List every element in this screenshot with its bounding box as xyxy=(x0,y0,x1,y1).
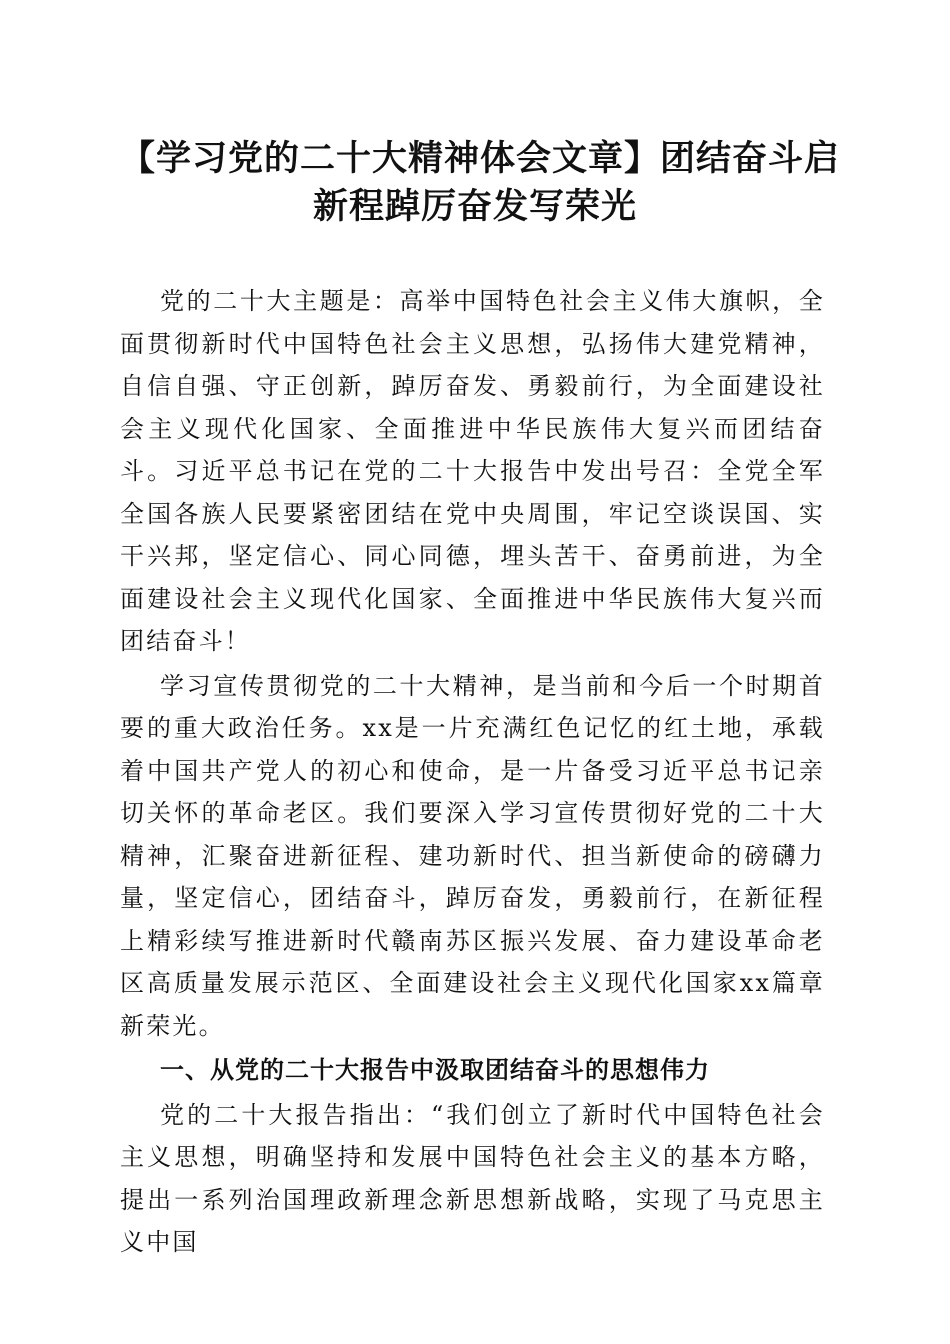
section-heading-1: 一、从党的二十大报告中汲取团结奋斗的思想伟力 xyxy=(160,1056,710,1084)
document-title xyxy=(120,135,841,231)
document-body xyxy=(120,280,825,1266)
paragraph-1: 党的二十大主题是：高举中国特色社会主义伟大旗帜，全面贯彻新时代中国特色社会主义思想，弘扬伟大建党精神，自信自强、守正创新，踔厉奋发、勇毅前行，为全面建设社会主义现代化国家、全面推进中华民族伟大复兴而团结奋斗。习近平总书记在党的二十大报告中发出号召：全党全军全国各族人民要紧密团结在党中央周围，牢记空谈误国、实干兴邦，坚定信心、同心同德，埋头苦干、奋勇前进，为全面建设社会主义现代化国家、全面推进中华民族伟大复兴而团结奋斗！ xyxy=(120,287,825,655)
paragraph-3: 党的二十大报告指出：“我们创立了新时代中国特色社会主义思想，明确坚持和发展中国特色社会主义的基本方略，提出一系列治国理政新理念新思想新战略，实现了马克思主义中国 xyxy=(120,1100,825,1256)
title-line-1: 【学习党的二十大精神体会文章】团结奋斗启 xyxy=(120,139,841,179)
paragraph-2: 学习宣传贯彻党的二十大精神，是当前和今后一个时期首要的重大政治任务。xx是一片充满红色记忆的红土地，承载着中国共产党人的初心和使命，是一片备受习近平总书记亲切关怀的革命老区。我们要深入学习宣传贯彻好党的二十大精神，汇聚奋进新征程、建功新时代、担当新使命的磅礴力量，坚定信心，团结奋斗，踔厉奋发，勇毅前行，在新征程上精彩续写推进新时代赣南苏区振兴发展、奋力建设革命老区高质量发展示范区、全面建设社会主义现代化国家xx篇章新荣光。 xyxy=(120,671,825,1040)
title-line-2: 新程踔厉奋发写荣光 xyxy=(312,187,637,227)
